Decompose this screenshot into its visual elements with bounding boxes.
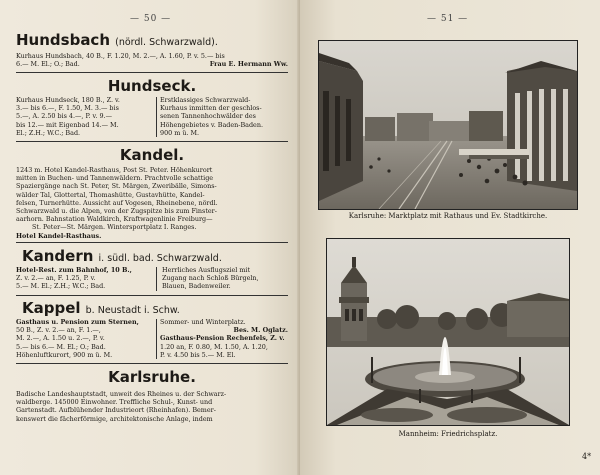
kandel-line: mitten in Buchen- und Tannenwäldern. Prachtvolle schattige [16,174,214,183]
kappel-right-line: Gasthaus-Pension Rechenfels, Z. v. [160,334,285,343]
kandel-line: Spaziergänge nach St. Peter, St. Märgen, Zweribälle, Simons- [16,182,217,191]
kandel-hotel-name: Hotel Kandel-Rasthaus. [16,231,102,240]
mannheim-friedrichsplatz-photo [326,238,570,426]
hundseck-right-column [160,96,288,137]
kandern-left-line: 5.— M. El.; Z.H.; W.C.; Bad. [16,282,106,291]
kandern-right-line: Blauen, Badenweiler. [162,282,231,291]
divider [16,72,288,73]
karlsruhe-line: waldberge. 145000 Einwohner. Treffliche Schul-, Kunst- und [16,398,213,407]
karlsruhe-line: Gartenstadt. Aufblühender Industrieort (Rheinhafen). Bemer- [16,406,216,415]
hundseck-left-column [16,96,156,137]
kandern-left-column [16,266,156,291]
kappel-left-column [16,318,156,359]
kappel-right-column [160,318,288,359]
page-number: — 51 — [427,14,469,24]
kandel-line: wälder Tal, Glottertal, Thomashütte, Gustavhütte, Kandel- [16,190,205,199]
divider [16,242,288,243]
hundseck-left-line: 5.—, A. 2.50 bis 4.—, P. v. 9.— [16,112,112,121]
photo-caption: Karlsruhe: Marktplatz mit Rathaus und Ev. Stadtkirche. [348,212,548,220]
marketplace-photo-illustration [319,41,577,209]
column-divider [156,319,157,359]
kappel-left-line: Höhenluftkurort, 900 m ü. M. [16,350,113,359]
karlsruhe-description [16,390,288,423]
hundseck-right-line: Höhengebietes v. Baden-Baden. [160,120,263,129]
kappel-left-line: 50 B., Z. v. 2.— an, F. 1.—, [16,326,101,335]
right-page [300,0,600,475]
hundsbach-subtitle: (nördl. Schwarzwald). [115,37,218,48]
hundseck-left-line: El.; Z.H.; W.C.; Bad. [16,128,81,137]
kandern-title: Kandern [22,247,94,265]
kandern-right-line: Herrliches Ausflugsziel mit [162,266,251,274]
hundsbach-prices: 6.— M. El.; O.; Bad. [16,60,80,69]
signature-mark: 4* [582,452,592,461]
kandel-line: St. Peter—St. Märgen. Wintersportplatz I. Ranges. [32,223,197,232]
hundsbach-entry [16,52,288,68]
kappel-heading [22,298,180,317]
hundseck-left-line: Kurhaus Hundseck, 180 B., Z. v. [16,96,120,104]
kandel-description [16,166,288,240]
friedrichsplatz-photo-illustration [327,239,569,425]
kandern-left-line: Z. v. 2.— an, F. 1.25, P. v. [16,274,96,283]
kandel-line: aarhorn. Bahnstation Waldkirch, Kraftwagenlinie Freiburg— [16,215,213,224]
photo-caption: Mannheim: Friedrichsplatz. [398,430,498,438]
kappel-right-line: P. v. 4.50 bis 5.— M. El. [160,350,236,359]
hundseck-right-line: senen Tannenhochwälder des [160,112,256,121]
kappel-left-line: Gasthaus u. Pension zum Sternen, [16,318,139,326]
kappel-left-line: M. 2.—, A. 1.50 u. 2.—, P. v. [16,334,105,343]
hundseck-left-line: 3.— bis 6.—, F. 1.50, M. 3.— bis [16,104,119,113]
hundsbach-heading [16,30,218,49]
kappel-title: Kappel [22,299,81,317]
kandern-subtitle: i. südl. bad. Schwarzwald. [98,253,222,264]
hundsbach-title: Hundsbach [16,31,111,49]
kappel-right-line: Sommer- und Winterplatz. [160,318,246,326]
hundsbach-owner: Frau E. Hermann Ww. [209,60,288,69]
kandern-right-column [162,266,288,291]
hundseck-title: Hundseck. [107,77,197,95]
divider [16,295,288,296]
hundseck-heading [16,76,288,95]
hundsbach-line-2 [16,60,288,68]
divider [16,363,288,364]
kandern-right-line: Zugang nach Schloß Bürgeln, [162,274,259,283]
kandel-line: felsen, Turnerhütte. Aussicht auf Vogesen, Rheinebene, nördl. [16,198,218,207]
karlsruhe-line: kenswert die fächerförmige, architektonische Anlage, indem [16,414,213,423]
kappel-left-line: 5.— bis 6.— M. El.; O.; Bad. [16,342,106,351]
kandern-left-line: Hotel-Rest. zum Bahnhof, 10 B., [16,266,132,274]
hundseck-right-line: 900 m ü. M. [160,128,200,137]
kandel-line: Schwarzwald u. die Alpen, von der Zugspitze bis zum Finster- [16,207,217,216]
kappel-owner: Bes. M. Oglatz. [233,326,288,335]
kappel-subtitle: b. Neustadt i. Schw. [85,305,180,316]
hundseck-right-line: Kurhaus inmitten der geschlos- [160,104,262,113]
page-number: — 50 — [130,14,172,24]
hundsbach-line: Kurhaus Hundsbach, 40 B., F. 1.20, M. 2.—, A. 1.60, P. v. 5.— bis [16,52,225,60]
kandel-line: 1243 m. Hotel Kandel-Rasthaus, Post St. Peter. Höhenkurort [16,166,213,174]
karlsruhe-title: Karlsruhe. [108,368,196,386]
karlsruhe-heading [16,367,288,386]
karlsruhe-marketplace-photo [318,40,578,210]
column-divider [156,97,157,137]
kappel-right-line: 1.20 an, F. 0.80, M. 1.50, A. 1.20, [160,342,268,351]
column-divider [156,267,157,291]
hundseck-right-line: Erstklassiges Schwarzwald- [160,96,251,104]
karlsruhe-line: Badische Landeshauptstadt, unweit des Rheines u. der Schwarz- [16,390,227,398]
divider [16,141,288,142]
hundseck-left-line: bis 12.— mit Eigenbad 14.— M. [16,120,119,129]
kandel-title: Kandel. [119,146,185,164]
kandel-heading [16,145,288,164]
kandern-heading [22,246,222,265]
